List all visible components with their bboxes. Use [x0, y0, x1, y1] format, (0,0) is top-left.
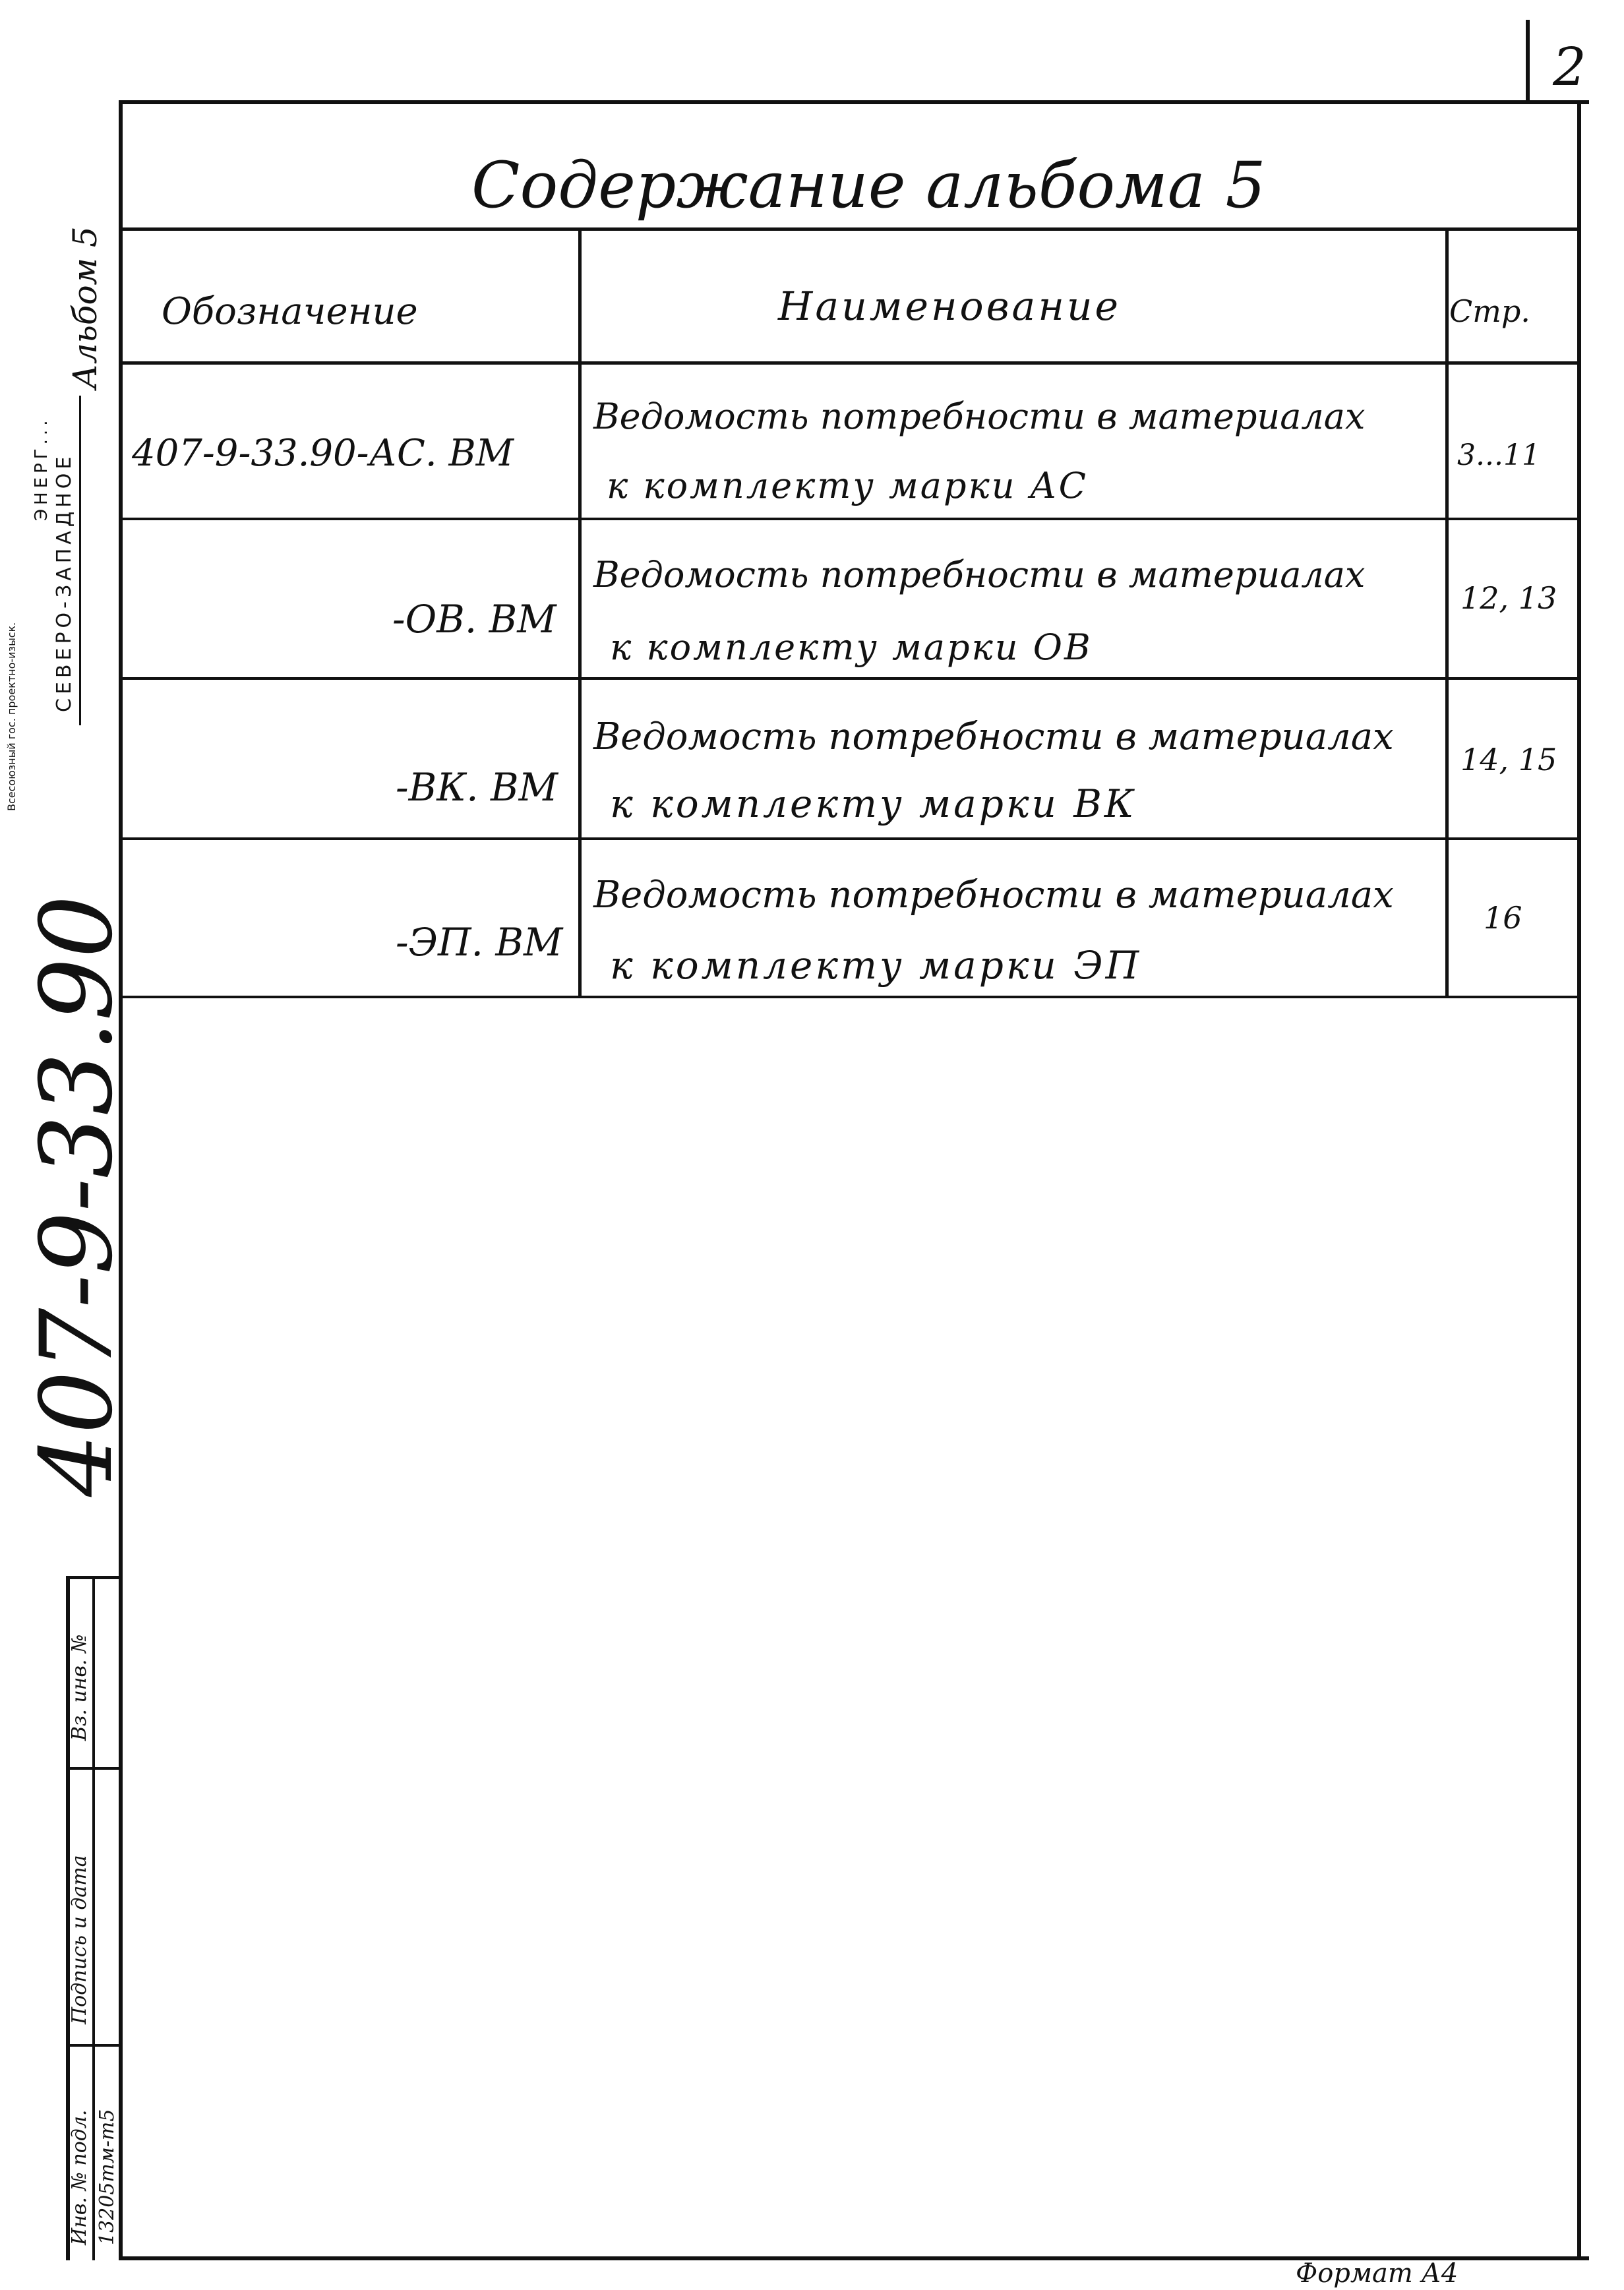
row1-designation: 407-9-33.90-АС. ВМ: [132, 432, 514, 475]
header-designation: Обозначение: [162, 290, 418, 333]
stamp-mid: [92, 1576, 95, 2260]
stamp-inv-value: 13205тм-т5: [96, 2109, 119, 2245]
doc-code-vertical: 407-9-33.90: [20, 895, 135, 1497]
row3-designation: -ВК. ВМ: [396, 765, 558, 810]
frame-top: [119, 100, 1589, 104]
org-line1: Всесоюзный гос. проектно-изыск.: [5, 622, 18, 811]
table-line-row4: [119, 996, 1581, 998]
table-line-row1: [119, 518, 1581, 520]
header-name: Наименование: [778, 284, 1122, 330]
org-line2: ЭНЕРГ...: [32, 416, 51, 521]
org-underline: [79, 396, 81, 725]
row1-page: 3...11: [1457, 438, 1540, 472]
row4-designation: -ЭП. ВМ: [396, 920, 563, 965]
row4-name-line1: Ведомость потребности в материалах: [593, 874, 1394, 917]
table-col-divider-2: [1445, 227, 1449, 998]
row3-name-line1: Ведомость потребности в материалах: [593, 715, 1394, 758]
page-number-box-left: [1526, 20, 1530, 102]
album-title: Содержание альбома 5: [471, 148, 1266, 222]
stamp-inv-label: Инв. № подл.: [68, 2109, 91, 2245]
frame-right: [1577, 100, 1581, 2260]
row1-name-line2: к комплекту марки АС: [607, 465, 1088, 506]
org-line3: СЕВЕРО-ЗАПАДНОЕ: [53, 452, 76, 712]
stamp-sign-label: Подпись и дата: [68, 1855, 91, 2024]
row2-name-line1: Ведомость потребности в материалах: [593, 554, 1366, 595]
stamp-swap-label: Вз. инв. №: [68, 1634, 91, 1741]
album-label: Альбом 5: [66, 226, 104, 389]
stamp-div-1: [66, 1767, 123, 1770]
row1-name-line1: Ведомость потребности в материалах: [593, 396, 1366, 437]
row4-page: 16: [1484, 900, 1522, 936]
row3-name-line2: к комплекту марки ВК: [610, 781, 1137, 826]
header-page: Стр.: [1449, 293, 1530, 329]
table-col-divider-1: [578, 227, 582, 998]
page-number: 2: [1553, 36, 1586, 98]
row2-page: 12, 13: [1460, 580, 1557, 616]
table-line-header-bottom: [119, 361, 1581, 365]
row2-name-line2: к комплекту марки ОВ: [610, 626, 1093, 668]
row3-page: 14, 15: [1460, 742, 1557, 777]
row2-designation: -ОВ. ВМ: [392, 597, 556, 642]
format-label: Формат А4: [1296, 2258, 1459, 2289]
table-line-header-top: [119, 227, 1581, 231]
table-line-row2: [119, 677, 1581, 680]
row4-name-line2: к комплекту марки ЭП: [610, 943, 1142, 988]
table-line-row3: [119, 837, 1581, 840]
stamp-div-2: [66, 2044, 123, 2047]
